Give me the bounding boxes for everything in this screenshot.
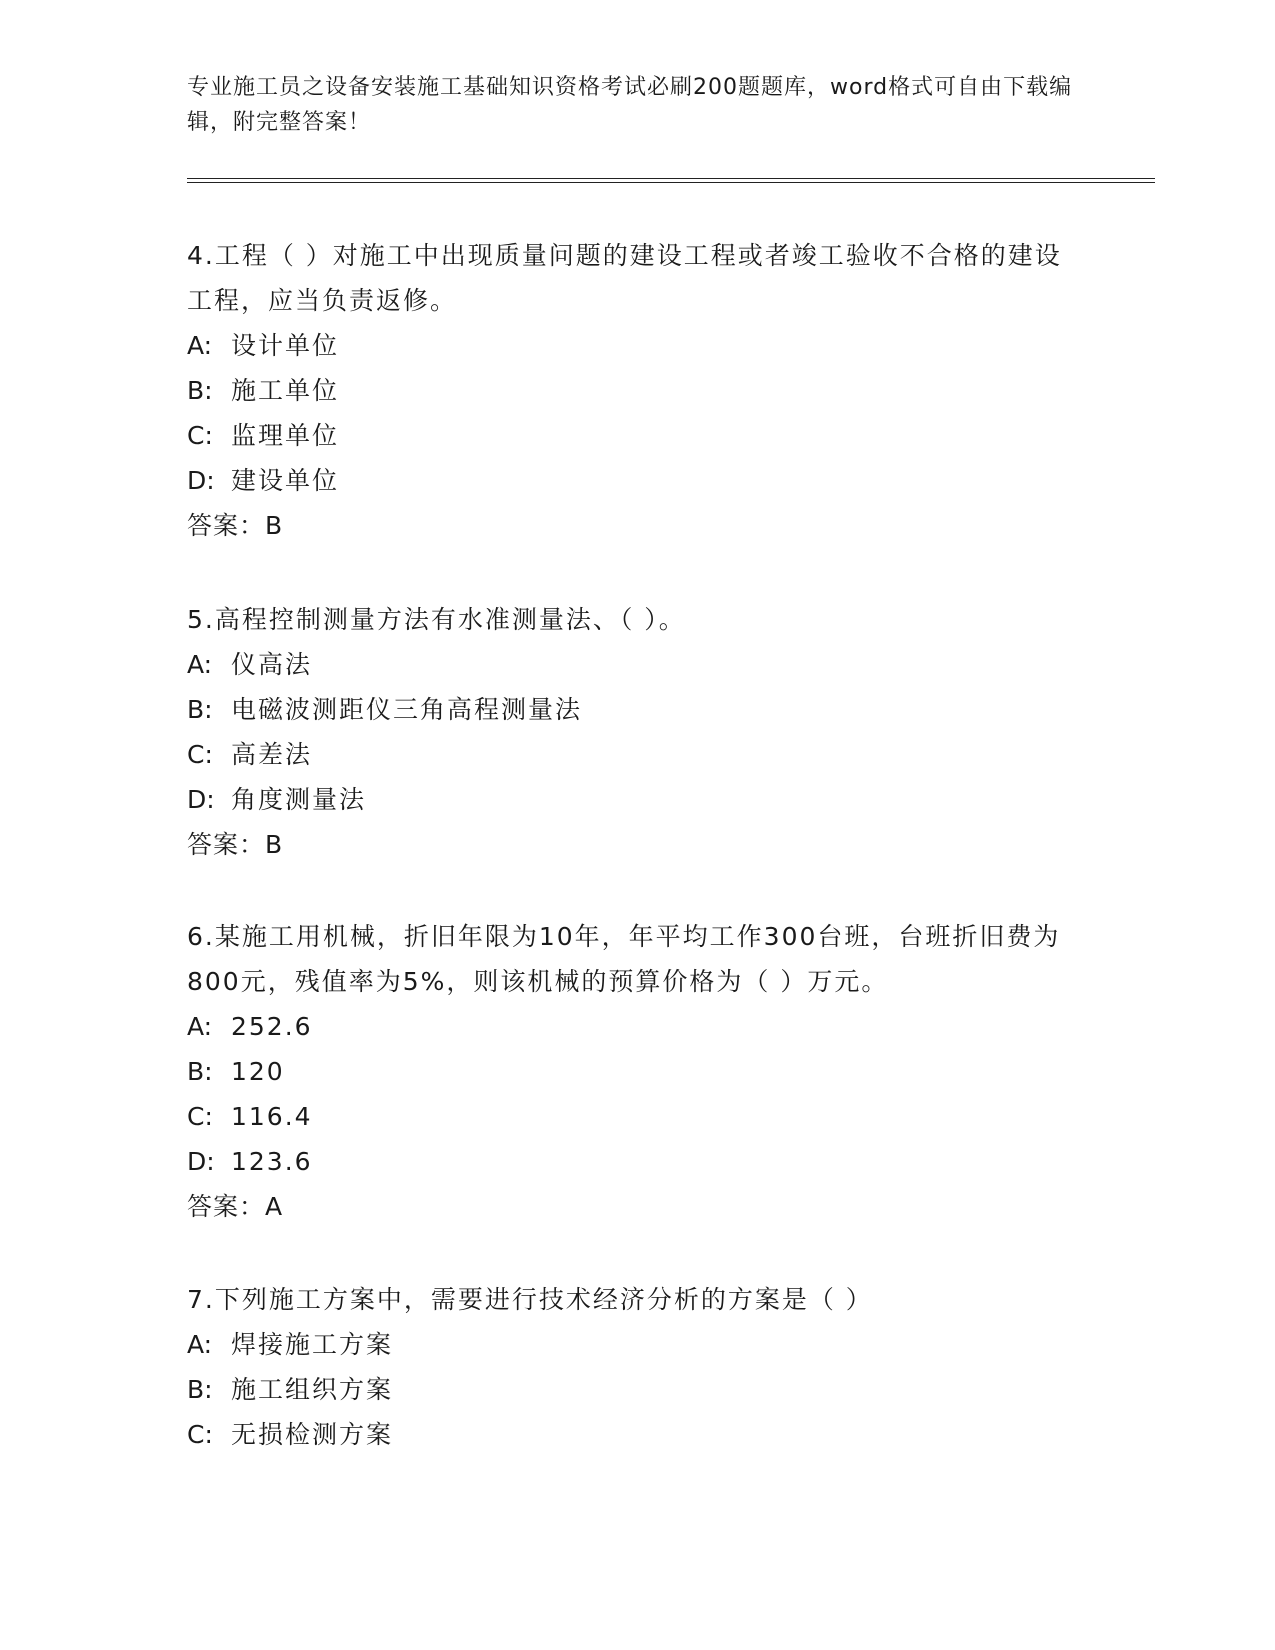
option-c (187, 1412, 1087, 1457)
option-d (187, 458, 1087, 503)
option-text: 焊接施工方案 (231, 1330, 394, 1359)
question-stem: 6.某施工用机械，折旧年限为10年，年平均工作300台班，台班折旧费为800元，残值率为5%，则该机械的预算价格为（ ）万元。 (187, 922, 1061, 996)
question-stem: 5.高程控制测量方法有水准测量法、（ ）。 (187, 605, 686, 634)
question-5 (187, 597, 1087, 867)
question-stem: 7.下列施工方案中，需要进行技术经济分析的方案是（ ） (187, 1285, 873, 1314)
option-text: 高差法 (231, 740, 313, 769)
option-letter: A: (187, 1012, 213, 1041)
option-letter: A: (187, 331, 213, 360)
option-letter: A: (187, 1330, 213, 1359)
header-rule-bottom (187, 182, 1155, 183)
option-text: 电磁波测距仪三角高程测量法 (231, 695, 583, 724)
option-text: 无损检测方案 (231, 1420, 394, 1449)
option-b (187, 1049, 1087, 1094)
option-letter: D: (187, 785, 215, 814)
answer-line: 答案：A (187, 1192, 284, 1221)
option-text: 监理单位 (231, 421, 340, 450)
document-header: 专业施工员之设备安装施工基础知识资格考试必刷200题题库，word格式可自由下载编辑，附完整答案！ (187, 75, 1073, 135)
option-c (187, 1094, 1087, 1139)
answer-line: 答案：B (187, 511, 284, 540)
option-letter: D: (187, 466, 215, 495)
question-7 (187, 1277, 1087, 1457)
answer-line: 答案：B (187, 830, 284, 859)
option-text: 252.6 (231, 1012, 313, 1041)
question-6 (187, 914, 1087, 1229)
option-letter: A: (187, 650, 213, 679)
option-text: 116.4 (231, 1102, 313, 1131)
option-letter: B: (187, 1057, 213, 1086)
option-letter: C: (187, 421, 213, 450)
option-text: 角度测量法 (231, 785, 367, 814)
option-d (187, 1139, 1087, 1184)
option-text: 施工组织方案 (231, 1375, 394, 1404)
option-b (187, 1367, 1087, 1412)
option-a (187, 323, 1087, 368)
option-b (187, 368, 1087, 413)
option-text: 120 (231, 1057, 285, 1086)
option-letter: B: (187, 695, 213, 724)
question-4 (187, 233, 1087, 548)
option-a (187, 1322, 1087, 1367)
option-text: 123.6 (231, 1147, 313, 1176)
option-letter: B: (187, 1375, 213, 1404)
option-letter: B: (187, 376, 213, 405)
option-text: 施工单位 (231, 376, 340, 405)
option-letter: C: (187, 740, 213, 769)
option-letter: D: (187, 1147, 215, 1176)
option-a (187, 642, 1087, 687)
option-text: 设计单位 (231, 331, 340, 360)
option-d (187, 777, 1087, 822)
option-b (187, 687, 1087, 732)
question-stem: 4.工程（ ）对施工中出现质量问题的建设工程或者竣工验收不合格的建设工程，应当负责返修。 (187, 241, 1062, 315)
option-text: 仪高法 (231, 650, 313, 679)
option-letter: C: (187, 1420, 213, 1449)
option-a (187, 1004, 1087, 1049)
header-rule-top (187, 178, 1155, 179)
option-letter: C: (187, 1102, 213, 1131)
option-c (187, 413, 1087, 458)
option-c (187, 732, 1087, 777)
option-text: 建设单位 (231, 466, 340, 495)
